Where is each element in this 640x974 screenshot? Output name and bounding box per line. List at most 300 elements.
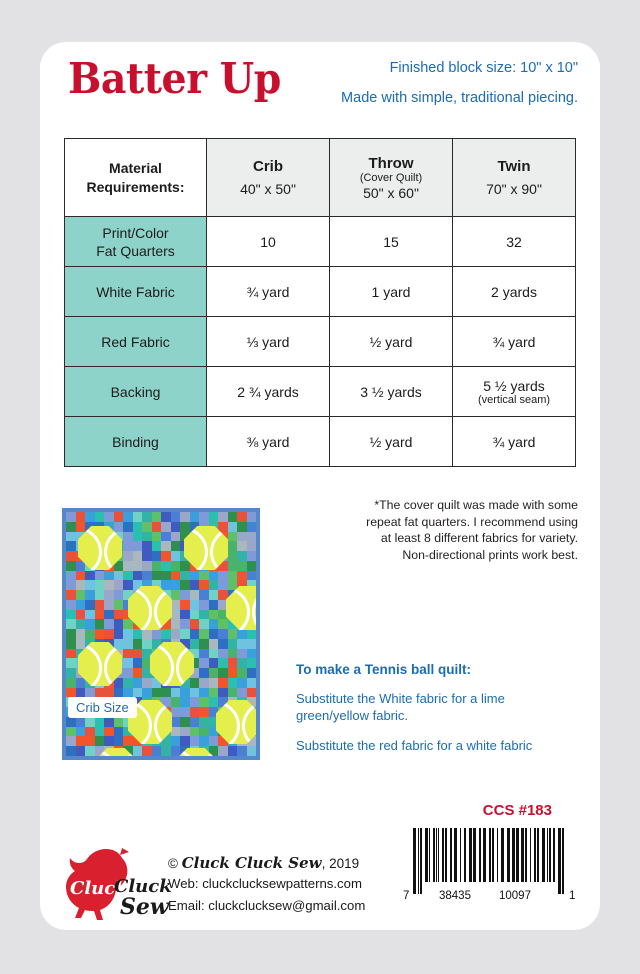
cover-quilt-footnote xyxy=(316,497,578,563)
cell-value-note: (vertical seam) xyxy=(477,393,551,406)
quilt-patch xyxy=(190,512,200,522)
quilt-patch xyxy=(247,512,257,522)
quilt-patch xyxy=(133,688,143,698)
quilt-patch xyxy=(161,561,171,571)
footnote-line-3: at least 8 different fabrics for variety. xyxy=(380,531,578,545)
quilt-patch xyxy=(104,590,114,600)
table-cell xyxy=(453,367,576,417)
quilt-patch xyxy=(142,629,152,639)
copyright-line xyxy=(168,854,365,873)
cell-value: ¾ yard xyxy=(492,333,536,350)
quilt-patch xyxy=(199,736,209,746)
quilt-patch xyxy=(247,532,257,542)
barcode-bar xyxy=(454,828,457,882)
column-name: Crib xyxy=(253,158,283,175)
quilt-patch xyxy=(171,697,181,707)
quilt-patch xyxy=(66,590,76,600)
quilt-patch xyxy=(199,639,209,649)
quilt-patch xyxy=(76,736,86,746)
quilt-patch xyxy=(180,629,190,639)
quilt-patch xyxy=(218,629,228,639)
quilt-patch xyxy=(123,649,133,659)
quilt-patch xyxy=(180,736,190,746)
quilt-patch xyxy=(209,639,219,649)
quilt-patch xyxy=(114,629,124,639)
quilt-patch xyxy=(237,561,247,571)
footnote-line-4: Non-directional prints work best. xyxy=(402,547,578,562)
quilt-patch xyxy=(76,619,86,629)
quilt-patch xyxy=(237,678,247,688)
quilt-patch xyxy=(161,551,171,561)
quilt-patch xyxy=(76,512,86,522)
quilt-patch xyxy=(66,571,76,581)
quilt-patch xyxy=(190,688,200,698)
table-row xyxy=(65,267,576,317)
quilt-patch xyxy=(66,717,76,727)
quilt-patch xyxy=(218,571,228,581)
quilt-patch xyxy=(66,727,76,737)
table-cell xyxy=(207,267,330,317)
quilt-patch xyxy=(237,532,247,542)
quilt-patch xyxy=(218,658,228,668)
quilt-patch xyxy=(133,746,143,756)
quilt-patch xyxy=(171,551,181,561)
quilt-patch xyxy=(66,629,76,639)
quilt-patch xyxy=(133,561,143,571)
barcode-bar xyxy=(489,828,491,882)
quilt-patch xyxy=(66,600,76,610)
column-subtitle: (Cover Quilt) xyxy=(359,171,423,184)
quilt-patch xyxy=(142,532,152,542)
quilt-patch xyxy=(114,512,124,522)
quilt-patch xyxy=(76,590,86,600)
table-cell xyxy=(330,217,453,267)
quilt-patch xyxy=(104,512,114,522)
quilt-patch xyxy=(104,600,114,610)
quilt-patch xyxy=(123,668,133,678)
barcode-bar xyxy=(512,828,515,882)
quilt-patch xyxy=(66,746,76,756)
quilt-patch xyxy=(66,619,76,629)
barcode-bar xyxy=(553,828,555,882)
quilt-patch xyxy=(104,736,114,746)
footnote-line-2: repeat fat quarters. I recommend using xyxy=(366,514,578,529)
quilt-patch xyxy=(95,590,105,600)
quilt-patch xyxy=(199,590,209,600)
quilt-patch xyxy=(180,610,190,620)
quilt-patch xyxy=(247,658,257,668)
quilt-patch xyxy=(171,512,181,522)
quilt-patch xyxy=(228,649,238,659)
table-cell xyxy=(330,267,453,317)
quilt-patch xyxy=(190,580,200,590)
quilt-patch xyxy=(104,688,114,698)
quilt-patch xyxy=(209,571,219,581)
corner-label-line-2: Requirements: xyxy=(86,178,185,195)
barcode-bar xyxy=(464,828,466,882)
quilt-patch xyxy=(104,610,114,620)
quilt-patch xyxy=(199,717,209,727)
quilt-patch xyxy=(247,551,257,561)
quilt-patch xyxy=(218,580,228,590)
quilt-patch xyxy=(104,580,114,590)
email-line[interactable]: Email: cluckclucksew@gmail.com xyxy=(168,898,366,913)
quilt-patch xyxy=(114,590,124,600)
quilt-patch xyxy=(76,639,86,649)
quilt-patch xyxy=(114,639,124,649)
barcode-bar xyxy=(497,828,498,882)
quilt-patch xyxy=(247,561,257,571)
quilt-patch xyxy=(95,688,105,698)
quilt-patch xyxy=(85,590,95,600)
quilt-patch xyxy=(209,658,219,668)
quilt-preview-image xyxy=(62,508,260,760)
column-dimensions: 40" x 50" xyxy=(240,181,296,197)
quilt-patch xyxy=(123,522,133,532)
quilt-patch xyxy=(152,571,162,581)
barcode-bar xyxy=(460,828,461,882)
barcode-bar xyxy=(530,828,531,882)
quilt-patch xyxy=(190,629,200,639)
quilt-patch xyxy=(228,541,238,551)
quilt-patch xyxy=(161,571,171,581)
quilt-patch xyxy=(209,590,219,600)
quilt-patch xyxy=(95,619,105,629)
quilt-patch xyxy=(180,580,190,590)
quilt-patch xyxy=(209,678,219,688)
quilt-patch-grid xyxy=(66,512,256,756)
quilt-patch xyxy=(218,688,228,698)
table-cell xyxy=(207,367,330,417)
barcode-digit-0: 7 xyxy=(403,890,410,902)
row-label-line-1: White Fabric xyxy=(96,283,175,300)
quilt-patch xyxy=(95,600,105,610)
barcode-bar xyxy=(418,828,419,894)
quilt-patch xyxy=(114,580,124,590)
quilt-patch xyxy=(161,580,171,590)
finished-block-size-text: Finished block size: 10" x 10" xyxy=(389,60,578,76)
quilt-patch xyxy=(247,639,257,649)
table-column-header-crib xyxy=(207,139,330,217)
quilt-patch xyxy=(190,571,200,581)
quilt-patch xyxy=(66,639,76,649)
quilt-patch xyxy=(161,746,171,756)
quilt-patch xyxy=(237,639,247,649)
quilt-patch xyxy=(152,688,162,698)
quilt-patch xyxy=(85,512,95,522)
quilt-patch xyxy=(152,629,162,639)
copyright-symbol: © xyxy=(168,856,178,871)
table-row xyxy=(65,217,576,267)
barcode-bar xyxy=(558,828,561,894)
quilt-patch xyxy=(190,590,200,600)
quilt-patch xyxy=(114,522,124,532)
column-name: Throw xyxy=(368,154,414,172)
barcode xyxy=(403,828,578,910)
barcode-bar xyxy=(420,828,422,894)
table-row xyxy=(65,317,576,367)
quilt-patch xyxy=(171,746,181,756)
quilt-patch xyxy=(180,688,190,698)
row-label-red-fabric xyxy=(65,317,207,367)
quilt-patch xyxy=(85,571,95,581)
quilt-patch xyxy=(237,541,247,551)
row-label-line-1: Red Fabric xyxy=(101,333,170,350)
quilt-patch xyxy=(171,561,181,571)
logo-word-cluck-2: Cluck xyxy=(114,876,172,897)
table-cell xyxy=(207,417,330,467)
quilt-patch xyxy=(152,541,162,551)
cell-value: 1 yard xyxy=(371,283,411,300)
piecing-note-text: Made with simple, traditional piecing. xyxy=(341,90,578,106)
barcode-bar xyxy=(521,828,524,882)
quilt-patch xyxy=(123,678,133,688)
quilt-patch xyxy=(104,629,114,639)
quilt-patch xyxy=(180,717,190,727)
quilt-patch xyxy=(95,610,105,620)
quilt-patch xyxy=(171,541,181,551)
tennis-ball-variation-note xyxy=(296,662,546,767)
quilt-patch xyxy=(104,727,114,737)
row-label-backing xyxy=(65,367,207,417)
quilt-patch xyxy=(133,658,143,668)
quilt-patch xyxy=(209,580,219,590)
cell-value: 3 ½ yards xyxy=(360,383,422,400)
cell-value: ½ yard xyxy=(369,333,413,350)
quilt-patch xyxy=(66,561,76,571)
quilt-patch xyxy=(66,580,76,590)
quilt-patch xyxy=(180,571,190,581)
row-label-line-1: Binding xyxy=(112,433,159,450)
quilt-patch xyxy=(161,512,171,522)
table-corner-label xyxy=(65,139,207,217)
barcode-bar xyxy=(479,828,481,882)
quilt-size-label: Crib Size xyxy=(68,697,137,718)
barcode-bar xyxy=(442,828,444,882)
cluck-cluck-sew-logo xyxy=(58,842,170,922)
quilt-patch xyxy=(247,522,257,532)
quilt-patch xyxy=(247,668,257,678)
quilt-patch xyxy=(66,658,76,668)
quilt-patch xyxy=(199,610,209,620)
quilt-patch xyxy=(76,678,86,688)
quilt-patch xyxy=(247,746,257,756)
quilt-patch xyxy=(133,522,143,532)
quilt-patch xyxy=(133,668,143,678)
cell-value: ⅜ yard xyxy=(246,433,290,450)
quilt-patch xyxy=(66,649,76,659)
quilt-patch xyxy=(237,571,247,581)
barcode-digit-3: 1 xyxy=(569,890,576,902)
quilt-patch xyxy=(123,512,133,522)
quilt-patch xyxy=(76,600,86,610)
quilt-patch xyxy=(199,658,209,668)
quilt-patch xyxy=(76,629,86,639)
quilt-patch xyxy=(209,649,219,659)
quilt-patch xyxy=(66,610,76,620)
quilt-patch xyxy=(76,571,86,581)
cell-value: 32 xyxy=(506,233,522,250)
quilt-patch xyxy=(76,717,86,727)
quilt-patch xyxy=(114,717,124,727)
quilt-patch xyxy=(161,522,171,532)
quilt-patch xyxy=(142,688,152,698)
quilt-patch xyxy=(104,619,114,629)
table-cell xyxy=(330,417,453,467)
website-line[interactable]: Web: cluckclucksewpatterns.com xyxy=(168,876,362,891)
barcode-bar xyxy=(433,828,435,882)
quilt-patch xyxy=(152,746,162,756)
quilt-patch xyxy=(209,697,219,707)
quilt-patch xyxy=(95,736,105,746)
cell-value: ¾ yard xyxy=(246,283,290,300)
quilt-patch xyxy=(95,571,105,581)
quilt-patch xyxy=(190,610,200,620)
quilt-patch xyxy=(85,688,95,698)
quilt-patch xyxy=(190,600,200,610)
quilt-patch xyxy=(123,619,133,629)
material-requirements-table xyxy=(64,138,576,467)
quilt-patch xyxy=(199,688,209,698)
quilt-patch xyxy=(237,522,247,532)
quilt-patch xyxy=(152,532,162,542)
cell-value: 10 xyxy=(260,233,276,250)
tennis-note-paragraph-2: Substitute the red fabric for a white fabric xyxy=(296,738,533,753)
quilt-patch xyxy=(95,727,105,737)
quilt-patch xyxy=(199,512,209,522)
barcode-bar xyxy=(413,828,416,894)
brand-name: Cluck Cluck Sew xyxy=(181,854,322,872)
quilt-patch xyxy=(199,727,209,737)
quilt-patch xyxy=(228,668,238,678)
quilt-patch xyxy=(85,610,95,620)
quilt-patch xyxy=(199,668,209,678)
quilt-patch xyxy=(133,532,143,542)
cell-value: ¾ yard xyxy=(492,433,536,450)
quilt-patch xyxy=(247,688,257,698)
table-cell xyxy=(330,317,453,367)
quilt-patch xyxy=(190,697,200,707)
quilt-patch xyxy=(180,697,190,707)
quilt-patch xyxy=(209,619,219,629)
barcode-bar xyxy=(492,828,494,882)
quilt-patch xyxy=(247,541,257,551)
quilt-patch xyxy=(152,512,162,522)
table-cell xyxy=(453,417,576,467)
quilt-patch xyxy=(199,678,209,688)
barcode-bar xyxy=(436,828,437,882)
quilt-patch xyxy=(190,717,200,727)
table-header-row xyxy=(65,139,576,217)
quilt-patch xyxy=(66,736,76,746)
barcode-bar xyxy=(525,828,527,882)
quilt-patch xyxy=(85,629,95,639)
quilt-patch xyxy=(142,541,152,551)
quilt-patch xyxy=(180,619,190,629)
quilt-patch xyxy=(104,717,114,727)
barcode-bar xyxy=(425,828,428,882)
cell-value: 2 yards xyxy=(491,283,537,300)
pattern-card xyxy=(40,42,600,930)
quilt-patch xyxy=(133,629,143,639)
quilt-patch xyxy=(190,619,200,629)
row-label-line-1: Backing xyxy=(110,383,161,400)
quilt-patch xyxy=(180,600,190,610)
quilt-patch xyxy=(247,649,257,659)
quilt-patch xyxy=(228,746,238,756)
quilt-patch xyxy=(209,610,219,620)
quilt-patch xyxy=(76,522,86,532)
quilt-patch xyxy=(237,746,247,756)
quilt-patch xyxy=(142,512,152,522)
quilt-patch xyxy=(199,571,209,581)
quilt-patch xyxy=(180,512,190,522)
table-column-header-twin xyxy=(453,139,576,217)
column-dimensions: 70" x 90" xyxy=(486,181,542,197)
quilt-patch xyxy=(66,668,76,678)
quilt-patch xyxy=(76,727,86,737)
quilt-patch xyxy=(142,639,152,649)
quilt-patch xyxy=(76,610,86,620)
quilt-patch xyxy=(171,688,181,698)
quilt-patch xyxy=(133,639,143,649)
row-label-white-fabric xyxy=(65,267,207,317)
corner-label-line-1: Material xyxy=(109,159,162,176)
quilt-patch xyxy=(171,619,181,629)
quilt-patch xyxy=(133,649,143,659)
barcode-digit-2: 10097 xyxy=(499,890,531,902)
row-label-print-color xyxy=(65,217,207,267)
quilt-patch xyxy=(228,688,238,698)
quilt-patch xyxy=(123,571,133,581)
barcode-bar xyxy=(537,828,539,882)
quilt-patch xyxy=(161,688,171,698)
quilt-patch xyxy=(66,688,76,698)
quilt-patch xyxy=(218,668,228,678)
quilt-patch xyxy=(171,736,181,746)
quilt-patch xyxy=(171,522,181,532)
quilt-patch xyxy=(190,736,200,746)
quilt-patch xyxy=(171,629,181,639)
quilt-patch xyxy=(228,658,238,668)
quilt-patch xyxy=(218,512,228,522)
quilt-patch xyxy=(152,561,162,571)
quilt-patch xyxy=(237,551,247,561)
quilt-patch xyxy=(66,532,76,542)
quilt-patch xyxy=(142,561,152,571)
quilt-patch xyxy=(237,688,247,698)
quilt-patch xyxy=(85,600,95,610)
cell-value: ½ yard xyxy=(369,433,413,450)
quilt-patch xyxy=(66,678,76,688)
copyright-year: , 2019 xyxy=(321,856,360,871)
quilt-patch xyxy=(190,678,200,688)
quilt-patch xyxy=(209,736,219,746)
barcode-bars xyxy=(413,828,568,894)
barcode-bar xyxy=(562,828,564,894)
quilt-patch xyxy=(199,649,209,659)
quilt-patch xyxy=(171,590,181,600)
quilt-patch xyxy=(237,512,247,522)
quilt-patch xyxy=(161,532,171,542)
quilt-patch xyxy=(209,668,219,678)
footnote-line-1: *The cover quilt was made with some xyxy=(374,498,578,512)
quilt-patch xyxy=(218,639,228,649)
quilt-patch xyxy=(85,717,95,727)
page-title: Batter Up xyxy=(68,54,281,103)
tennis-note-heading: To make a Tennis ball quilt: xyxy=(296,662,472,677)
contact-info xyxy=(168,854,365,917)
